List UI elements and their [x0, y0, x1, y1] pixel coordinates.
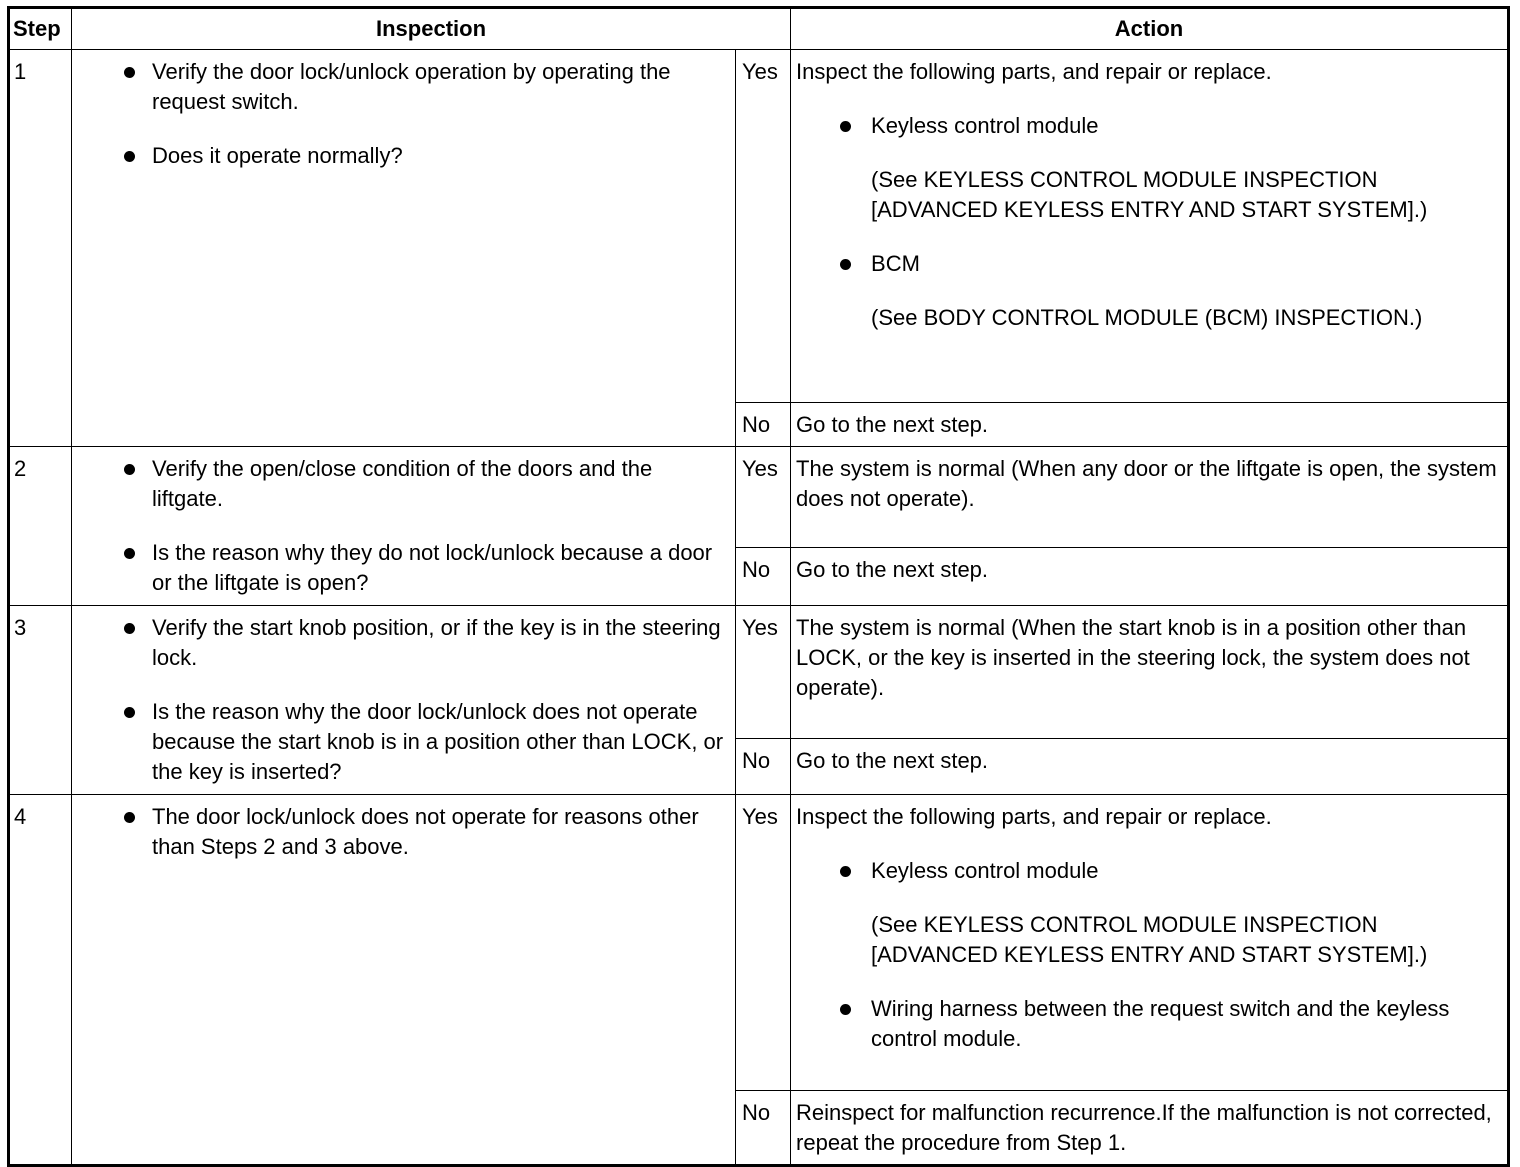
- table-row: [9, 50, 1509, 403]
- inspection-item: Does it operate normally?: [72, 141, 725, 171]
- action-intro: Inspect the following parts, and repair or replace.: [796, 804, 1272, 829]
- no-action: Reinspect for malfunction recurrence.If the malfunction is not corrected, repeat the procedure from Step 1.: [791, 1091, 1509, 1166]
- header-inspection: Inspection: [72, 8, 791, 50]
- step-number: 2: [9, 447, 72, 606]
- no-action: Go to the next step.: [791, 403, 1509, 447]
- inspection-item: Verify the start knob position, or if the key is in the steering lock.: [72, 613, 725, 673]
- action-item: Keyless control module: [796, 856, 1499, 886]
- inspection-item: Verify the door lock/unlock operation by operating the request switch.: [72, 57, 725, 117]
- table-row: [9, 447, 1509, 548]
- yes-label: Yes: [736, 606, 791, 739]
- yes-label: Yes: [736, 447, 791, 548]
- action-intro: Inspect the following parts, and repair or replace.: [796, 59, 1272, 84]
- inspection-item: Verify the open/close condition of the doors and the liftgate.: [72, 454, 725, 514]
- action-item: BCM: [796, 249, 1499, 279]
- inspection-item: Is the reason why they do not lock/unlock because a door or the liftgate is open?: [72, 538, 725, 598]
- no-label: No: [736, 403, 791, 447]
- no-label: No: [736, 548, 791, 606]
- yes-action: The system is normal (When any door or the liftgate is open, the system does not operate).: [791, 447, 1509, 548]
- inspection-item: Is the reason why the door lock/unlock does not operate because the start knob is in a position other than LOCK, or the key is inserted?: [72, 697, 725, 787]
- header-step: Step: [9, 8, 72, 50]
- inspection-cell: [72, 447, 736, 606]
- yes-action: The system is normal (When the start knob is in a position other than LOCK, or the key is inserted in the steering lock, the system does not operate).: [791, 606, 1509, 739]
- yes-label: Yes: [736, 50, 791, 403]
- inspection-cell: [72, 50, 736, 447]
- inspection-item: The door lock/unlock does not operate for reasons other than Steps 2 and 3 above.: [72, 802, 725, 862]
- header-action: Action: [791, 8, 1509, 50]
- action-item: Wiring harness between the request switch and the keyless control module.: [796, 994, 1499, 1054]
- action-note: (See BODY CONTROL MODULE (BCM) INSPECTION.): [871, 305, 1423, 330]
- no-label: No: [736, 739, 791, 795]
- step-number: 3: [9, 606, 72, 795]
- action-note: (See KEYLESS CONTROL MODULE INSPECTION [ADVANCED KEYLESS ENTRY AND START SYSTEM].): [871, 912, 1428, 967]
- no-action: Go to the next step.: [791, 739, 1509, 795]
- table-row: [9, 606, 1509, 739]
- action-note: (See KEYLESS CONTROL MODULE INSPECTION [ADVANCED KEYLESS ENTRY AND START SYSTEM].): [871, 167, 1428, 222]
- no-label: No: [736, 1091, 791, 1166]
- step-number: 1: [9, 50, 72, 447]
- action-item: Keyless control module: [796, 111, 1499, 141]
- yes-action-cell: [791, 50, 1509, 403]
- header-row: [9, 8, 1509, 50]
- step-number: 4: [9, 795, 72, 1166]
- yes-label: Yes: [736, 795, 791, 1091]
- diagnostic-table: [7, 6, 1510, 1167]
- table-row: [9, 795, 1509, 1091]
- inspection-cell: [72, 795, 736, 1166]
- no-action: Go to the next step.: [791, 548, 1509, 606]
- inspection-cell: [72, 606, 736, 795]
- yes-action-cell: [791, 795, 1509, 1091]
